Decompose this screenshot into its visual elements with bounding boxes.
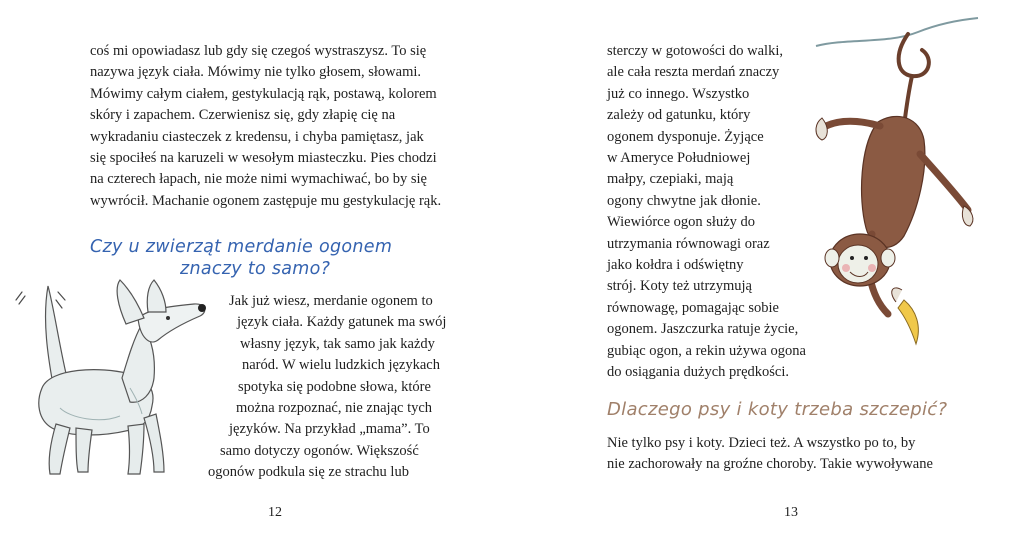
text-line: Nie tylko psy i koty. Dzieci też. A wszystko po to, by <box>607 435 916 451</box>
text-line: małpy, czepiaki, mają <box>607 171 734 188</box>
text-line: sterczy w gotowości do walki, <box>607 43 783 59</box>
text-line: naród. W wielu ludzkich językach <box>242 357 440 374</box>
text-line: skóry i zapachem. Czerwienisz się, gdy złapię cię na <box>90 107 396 124</box>
left-paragraph-2 <box>0 291 446 484</box>
monkey-illustration <box>808 14 998 354</box>
heading-line: Dlaczego psy i koty trzeba szczepić? <box>607 399 948 420</box>
right-paragraph-2 <box>607 433 933 476</box>
right-page <box>512 0 1024 549</box>
page-number: 13 <box>784 505 798 520</box>
text-line: ogonów podkula się ze strachu lub <box>208 464 409 481</box>
text-line: samo dotyczy ogonów. Większość <box>220 442 419 459</box>
text-line: gubiąc ogon, a rekin używa ogona <box>607 342 806 359</box>
text-line: zależy od gatunku, który <box>607 107 751 124</box>
text-line: wykradaniu ciasteczek z kredensu, i chyba pamiętasz, jak <box>90 128 424 145</box>
text-line: nie zachorowały na groźne choroby. Takie wywoływane <box>607 456 933 473</box>
text-line: Wiewiórce ogon służy do <box>607 214 756 231</box>
text-line: wywrócił. Machanie ogonem zastępuje mu gestykulację rąk. <box>90 192 442 209</box>
page-number: 12 <box>268 505 282 520</box>
text-line: się spociłeś na karuzeli w wesołym miasteczku. Pies chodzi <box>90 150 437 167</box>
text-line: strój. Koty też utrzymują <box>607 278 752 295</box>
text-line: już co innego. Wszystko <box>607 85 750 102</box>
text-line: ogonem. Jaszczurka ratuje życie, <box>607 321 799 338</box>
text-line: równowagę, pomagając sobie <box>607 299 779 316</box>
text-line: ogony chwytne jak dłonie. <box>607 192 761 209</box>
section-heading-tails <box>90 236 392 280</box>
text-line: język ciała. Każdy gatunek ma swój <box>237 314 447 331</box>
text-line: można rozpoznać, nie znając tych <box>236 400 433 417</box>
text-line: coś mi opowiadasz lub gdy się czegoś wystraszysz. To się <box>90 43 427 59</box>
heading-line: znaczy to samo? <box>180 259 331 279</box>
heading-line: Czy u zwierząt merdanie ogonem <box>90 237 393 257</box>
text-line: ogonem dysponuje. Żyjące <box>607 128 764 145</box>
text-line: Jak już wiesz, merdanie ogonem to <box>229 293 433 309</box>
text-line: na czterech łapach, nie może nimi wymachiwać, bo by się <box>90 171 427 188</box>
text-line: języków. Na przykład „mama”. To <box>229 421 430 438</box>
text-line: jako kołdra i odświętny <box>607 257 744 274</box>
section-heading-vaccination <box>607 398 947 422</box>
left-paragraph-1 <box>90 41 441 212</box>
text-line: Mówimy całym ciałem, gestykulacją rąk, postawą, kolorem <box>90 85 437 102</box>
text-line: spotyka się podobne słowa, które <box>238 378 431 395</box>
text-line: nazywa język ciała. Mówimy nie tylko głosem, słowami. <box>90 64 422 81</box>
text-line: utrzymania równowagi oraz <box>607 235 770 252</box>
text-line: do osiągania dużych prędkości. <box>607 364 790 381</box>
text-line: ale cała reszta merdań znaczy <box>607 64 780 81</box>
text-line: w Ameryce Południowej <box>607 150 751 167</box>
right-paragraph-1 <box>607 41 806 384</box>
text-line: własny język, tak samo jak każdy <box>240 335 435 352</box>
